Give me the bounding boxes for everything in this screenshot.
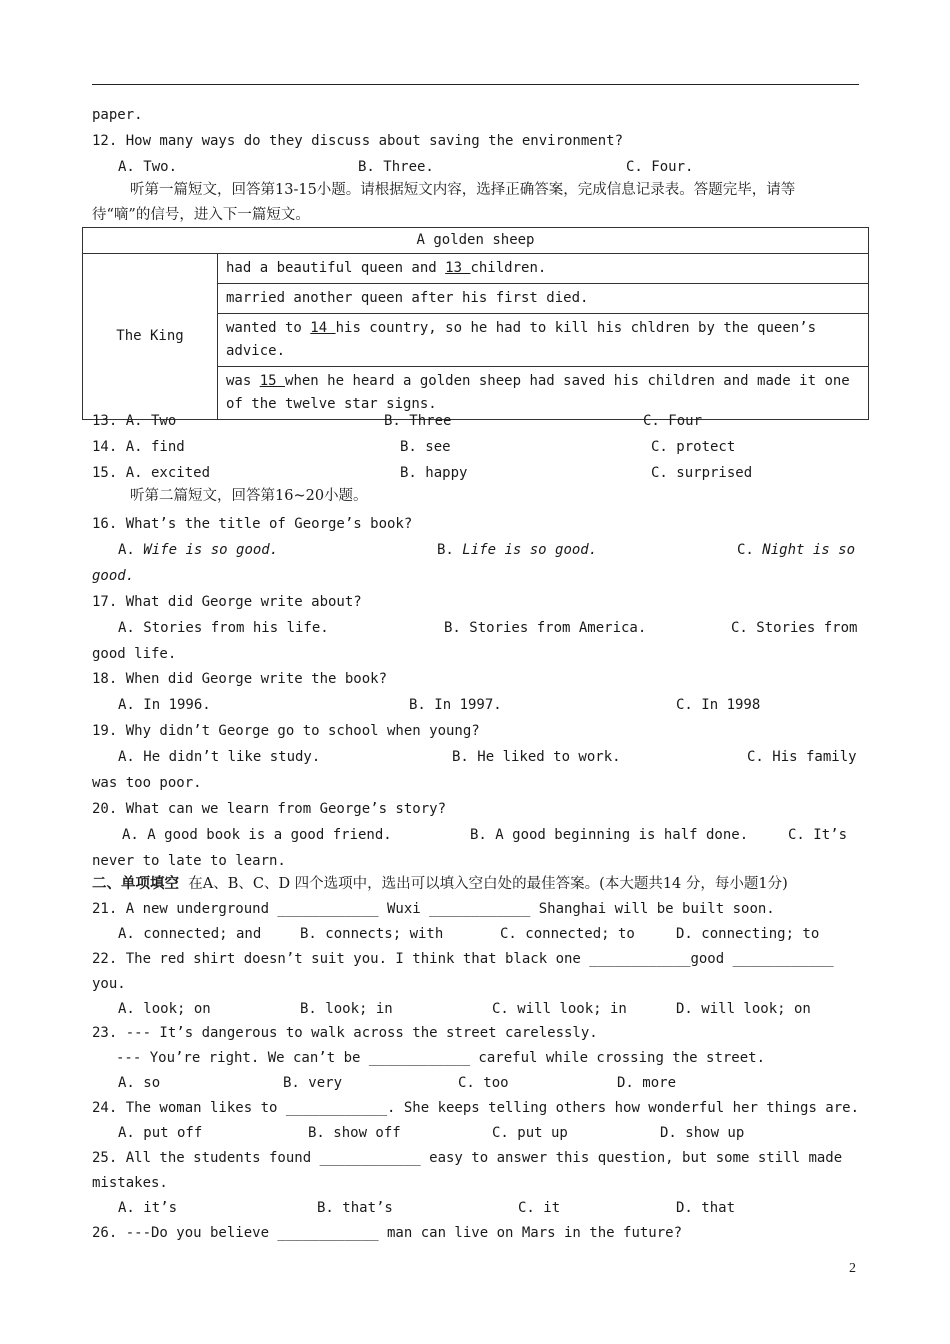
- question-12-option-a: A. Two.: [118, 159, 178, 175]
- question-25-option-a: A. it’s: [118, 1200, 178, 1216]
- option-letter: A.: [118, 542, 135, 558]
- question-23-option-c: C. too: [458, 1075, 509, 1091]
- question-17-stem: 17. What did George write about?: [92, 594, 362, 610]
- question-14-option-b: B. see: [400, 439, 451, 455]
- table-text: wanted to: [226, 320, 311, 336]
- question-13-option-c: C. Four: [643, 413, 703, 429]
- question-25-option-c: C. it: [518, 1200, 561, 1216]
- question-22-stem-continued: you.: [92, 976, 126, 992]
- question-18-option-a: A. In 1996.: [118, 697, 211, 713]
- question-23-option-d: D. more: [617, 1075, 677, 1091]
- question-19-option-c-continued: was too poor.: [92, 775, 202, 791]
- question-25-stem-continued: mistakes.: [92, 1175, 168, 1191]
- question-22-option-a: A. look; on: [118, 1001, 211, 1017]
- question-25-option-d: D. that: [676, 1200, 736, 1216]
- question-21-stem: 21. A new underground ____________ Wuxi ____________ Shanghai will be built soon.: [92, 901, 775, 917]
- question-16-option-b: [437, 541, 597, 559]
- question-22-stem: 22. The red shirt doesn’t suit you. I think that black one ____________good ____________: [92, 951, 834, 967]
- question-12-stem: 12. How many ways do they discuss about saving the environment?: [92, 133, 624, 149]
- question-12-option-c: C. Four.: [626, 159, 694, 175]
- question-23-option-b: B. very: [283, 1075, 343, 1091]
- option-letter: B.: [437, 542, 454, 558]
- table-row: [218, 254, 869, 284]
- section-2-intro: 听第二篇短文，回答第16~20小题。: [130, 488, 368, 504]
- question-25-option-b: B. that’s: [317, 1200, 393, 1216]
- question-24-option-a: A. put off: [118, 1125, 203, 1141]
- table-title: A golden sheep: [83, 228, 869, 254]
- question-17-option-a: A. Stories from his life.: [118, 620, 329, 636]
- question-15-option-a: 15. A. excited: [92, 465, 211, 481]
- question-21-option-d: D. connecting; to: [676, 926, 820, 942]
- question-21-option-b: B. connects; with: [300, 926, 444, 942]
- table-row: [218, 314, 869, 367]
- part-2-title: 二、单项填空: [92, 875, 179, 892]
- question-19-option-c: C. His family: [747, 749, 857, 765]
- question-18-stem: 18. When did George write the book?: [92, 671, 388, 687]
- table-row: [218, 284, 869, 314]
- info-record-table: [82, 227, 869, 420]
- question-19-stem: 19. Why didn’t George go to school when young?: [92, 723, 480, 739]
- question-20-option-c: C. It’s: [788, 827, 848, 843]
- table-row: [218, 367, 869, 420]
- section-1-intro-line-1: 听第一篇短文，回答第13-15小题。请根据短文内容，选择正确答案，完成信息记录表。答题完毕，请等: [130, 182, 796, 198]
- question-17-option-c: C. Stories from: [731, 620, 858, 636]
- option-letter: C.: [737, 542, 754, 558]
- question-15-option-c: C. surprised: [651, 465, 753, 481]
- question-17-option-c-continued: good life.: [92, 646, 177, 662]
- continued-text: paper.: [92, 107, 143, 123]
- question-23-option-a: A. so: [118, 1075, 161, 1091]
- question-13-option-a: 13. A. Two: [92, 413, 177, 429]
- table-row-label: The King: [83, 254, 218, 420]
- question-22-option-c: C. will look; in: [492, 1001, 627, 1017]
- page-number: 2: [849, 1261, 856, 1276]
- question-24-stem: 24. The woman likes to ____________. She keeps telling others how wonderful her things are.: [92, 1100, 860, 1116]
- answer-blank-14: 14: [310, 320, 336, 336]
- answer-blank-13: 13: [445, 260, 471, 276]
- question-16-option-a: [118, 541, 278, 559]
- question-24-option-b: B. show off: [308, 1125, 401, 1141]
- section-1-intro-line-2: 待“嘀”的信号，进入下一篇短文。: [92, 207, 310, 223]
- option-text: Night is so: [762, 542, 856, 558]
- question-20-option-a: A. A good book is a good friend.: [122, 827, 392, 843]
- table-text: had a beautiful queen and: [226, 260, 446, 276]
- question-26-stem: 26. ---Do you believe ____________ man can live on Mars in the future?: [92, 1225, 683, 1241]
- question-19-option-b: B. He liked to work.: [452, 749, 621, 765]
- part-2-heading: [92, 875, 788, 893]
- question-17-option-b: B. Stories from America.: [444, 620, 647, 636]
- table-text: when he heard a golden sheep had saved his children and made it one of the twelve star signs.: [226, 373, 850, 412]
- question-16-option-c-continued: good.: [92, 568, 135, 584]
- table-text: his country, so he had to kill his chldren by the queen’s advice.: [226, 320, 817, 359]
- question-21-option-c: C. connected; to: [500, 926, 635, 942]
- header-rule: [92, 84, 859, 85]
- question-23-reply: --- You’re right. We can’t be ____________ careful while crossing the street.: [116, 1050, 766, 1066]
- option-text: Life is so good.: [462, 542, 598, 558]
- question-12-option-b: B. Three.: [358, 159, 434, 175]
- question-24-option-c: C. put up: [492, 1125, 568, 1141]
- question-24-option-d: D. show up: [660, 1125, 745, 1141]
- part-2-instructions: 在A、B、C、D 四个选项中，选出可以填入空白处的最佳答案。(本大题共14 分，每小题1分): [188, 876, 788, 892]
- question-16-stem: 16. What’s the title of George’s book?: [92, 516, 413, 532]
- question-20-stem: 20. What can we learn from George’s story?: [92, 801, 447, 817]
- question-13-option-b: B. Three: [384, 413, 452, 429]
- answer-blank-15: 15: [259, 373, 286, 389]
- table-text: children.: [470, 260, 547, 276]
- question-14-option-a: 14. A. find: [92, 439, 185, 455]
- question-14-option-c: C. protect: [651, 439, 736, 455]
- table-text: was: [226, 373, 260, 389]
- question-23-stem: 23. --- It’s dangerous to walk across the street carelessly.: [92, 1025, 598, 1041]
- question-16-option-c: [737, 541, 855, 559]
- table-text: married another queen after his first died.: [226, 290, 589, 306]
- question-18-option-b: B. In 1997.: [409, 697, 502, 713]
- option-text: Wife is so good.: [143, 542, 279, 558]
- question-20-option-b: B. A good beginning is half done.: [470, 827, 749, 843]
- question-21-option-a: A. connected; and: [118, 926, 262, 942]
- question-25-stem: 25. All the students found ____________ easy to answer this question, but some still made: [92, 1150, 843, 1166]
- question-15-option-b: B. happy: [400, 465, 468, 481]
- question-22-option-b: B. look; in: [300, 1001, 393, 1017]
- question-22-option-d: D. will look; on: [676, 1001, 811, 1017]
- question-20-option-c-continued: never to late to learn.: [92, 853, 286, 869]
- question-19-option-a: A. He didn’t like study.: [118, 749, 321, 765]
- question-18-option-c: C. In 1998: [676, 697, 761, 713]
